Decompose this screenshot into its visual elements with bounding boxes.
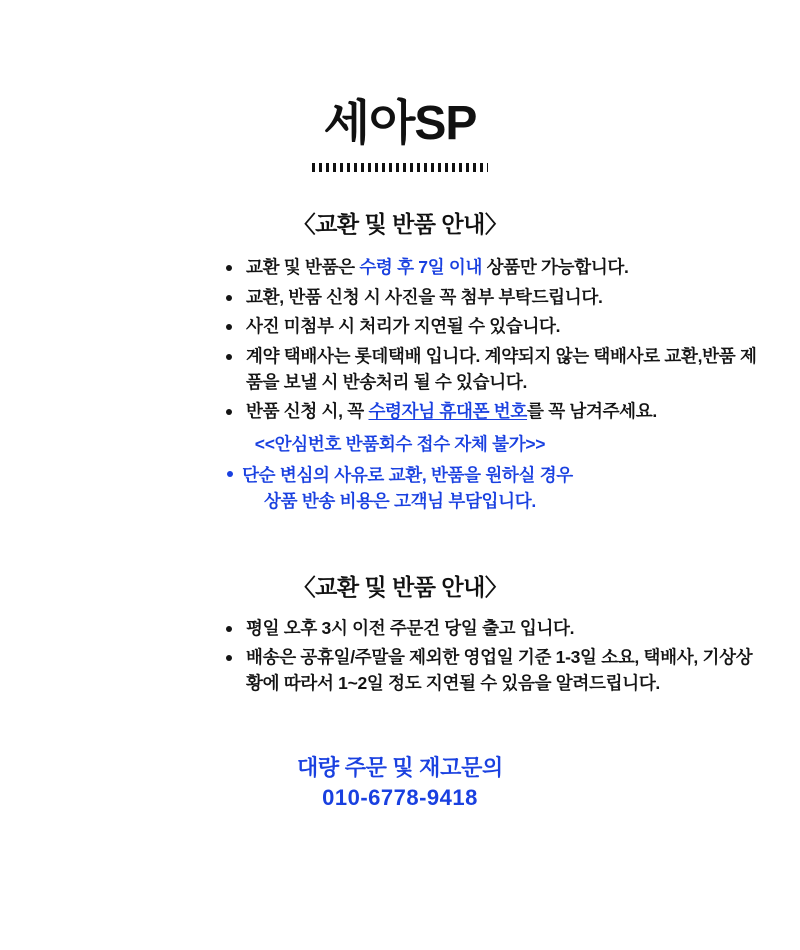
list-item (246, 645, 760, 696)
list-item-text-part: 반품 신청 시, 꼭 (246, 401, 369, 422)
brand-header (40, 0, 760, 172)
sub-list-item-text: 단순 변심의 사유로 교환, 반품을 원하실 경우 (242, 465, 573, 486)
list-item (246, 399, 760, 425)
list-item-text-highlight: 수령자님 휴대폰 번호 (368, 401, 528, 422)
list-item (246, 616, 760, 642)
list-item-text-part: 평일 오후 3시 이전 주문건 당일 출고 입니다. (246, 617, 575, 638)
section-one-heading: 〈교환 및 반품 안내〉 (292, 210, 508, 237)
list-item-text-highlight: 수령 후 7일 이내 (359, 256, 483, 277)
section-two-heading: 〈교환 및 반품 안내〉 (292, 573, 508, 600)
list-item (246, 255, 760, 281)
list-item (246, 344, 760, 395)
list-item (246, 285, 760, 311)
list-item (246, 314, 760, 340)
list-item-text-part: 배송은 공휴일/주말을 제외한 영업일 기준 1-3일 소요, 택배사, 기상상황에 따라서 1~2일 정도 지연될 수 있음을 알려드립니다. (246, 647, 753, 694)
list-item-text-part: 교환, 반품 신청 시 사진을 꼭 첨부 부탁드립니다. (246, 286, 603, 307)
list-item-text-part: 교환 및 반품은 (246, 256, 360, 277)
sub-list-item-text: 상품 반송 비용은 고객님 부담입니다. (264, 491, 536, 512)
brand-title: 세아SP (323, 97, 477, 150)
bullet-dot-icon (227, 471, 233, 477)
exchange-return-list (40, 255, 760, 425)
sub-list-item (40, 462, 760, 488)
list-item-text-part: 상품만 가능합니다. (482, 256, 629, 277)
list-item-text-part: 계약 택배사는 롯데택배 입니다. 계약되지 않는 택배사로 교환,반품 제품을 보낼 시 반송처리 될 수 있습니다. (246, 345, 757, 392)
list-item-text-part: 사진 미첨부 시 처리가 지연될 수 있습니다. (246, 316, 561, 337)
sub-list-item (40, 488, 760, 514)
contact-phone[interactable]: 010-6778-9418 (322, 784, 478, 810)
contact-title: 대량 주문 및 재고문의 (296, 754, 503, 780)
shipping-info-list (40, 616, 760, 697)
safe-number-note: <<안심번호 반품회수 접수 자체 불가>> (254, 434, 546, 455)
list-item-text-part: 를 꼭 남겨주세요. (527, 401, 657, 422)
contact-block (40, 751, 760, 811)
change-of-mind-note (40, 462, 760, 515)
dotted-rule-icon (312, 163, 488, 172)
